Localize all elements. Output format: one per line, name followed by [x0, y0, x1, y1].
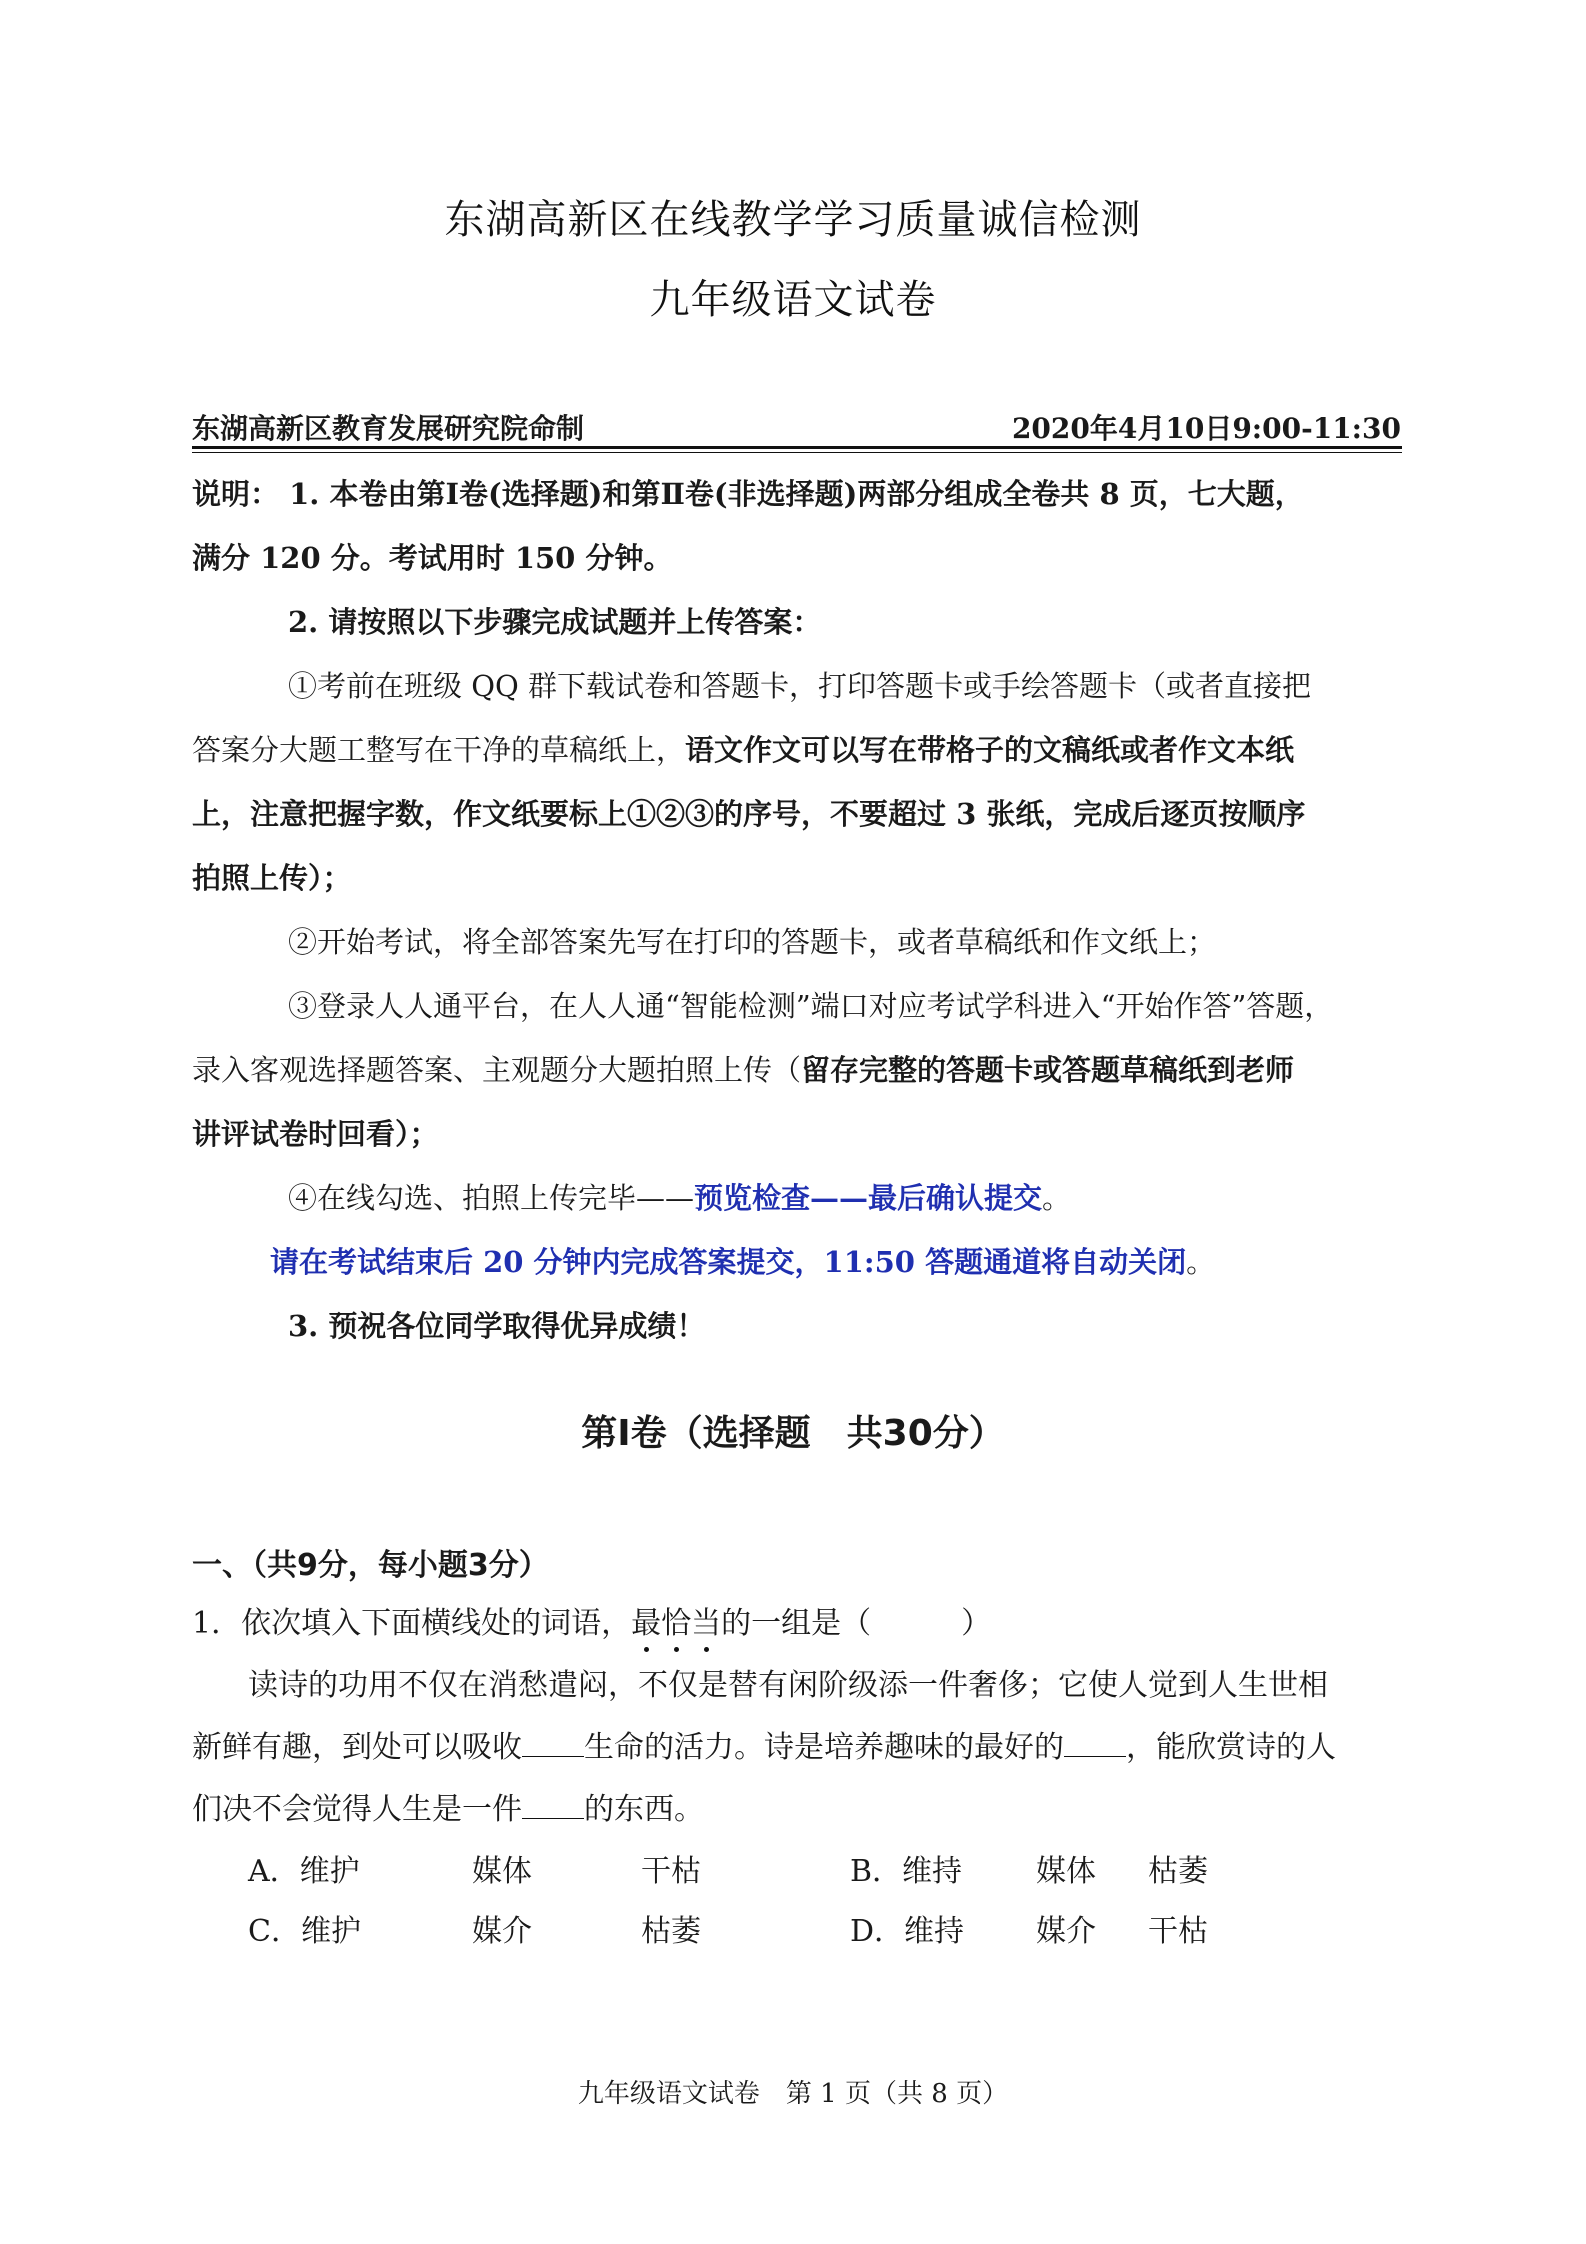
passage-text: ，能欣赏诗的人	[1126, 1730, 1336, 1765]
header-rule-thin	[192, 452, 1402, 453]
emphasis-char: 恰	[661, 1598, 691, 1642]
fill-blank	[522, 1788, 584, 1819]
option-a-label: A．维护	[248, 1854, 360, 1889]
instruction-line	[288, 1176, 1071, 1217]
option-c-word2: 媒介	[472, 1914, 532, 1949]
option-b-word2: 媒体	[1036, 1854, 1096, 1889]
passage-line	[192, 1784, 704, 1828]
instruction-emphasis: 留存完整的答题卡或答题草稿纸到老师	[801, 1053, 1295, 1087]
instruction-line: ①考前在班级 QQ 群下载试卷和答题卡，打印答题卡或手绘答题卡（或者直接把	[288, 669, 1311, 703]
instruction-text: 。	[1042, 1181, 1072, 1215]
passage-text: 新鲜有趣，到处可以吸收	[192, 1730, 522, 1765]
instruction-text: 答案分大题工整写在干净的草稿纸上，	[192, 733, 686, 767]
question-text: 1．依次填入下面横线处的词语，	[192, 1606, 632, 1641]
option-a-word3: 干枯	[641, 1854, 701, 1889]
instruction-text: ④在线勾选、拍照上传完毕——	[288, 1181, 695, 1215]
instruction-line: 说明： 1. 本卷由第Ⅰ卷(选择题)和第Ⅱ卷(非选择题)两部分组成全卷共 8 页，七大题，	[192, 477, 1304, 511]
option-d-word2: 媒介	[1036, 1914, 1096, 1949]
exam-subtitle: 九年级语文试卷	[649, 277, 937, 323]
instruction-text: 。	[1186, 1245, 1216, 1279]
passage-text: 生命的活力。诗是培养趣味的最好的	[584, 1730, 1064, 1765]
emphasis-char: 当	[691, 1598, 721, 1642]
option-a-word2: 媒体	[472, 1854, 532, 1889]
fill-blank	[522, 1726, 584, 1757]
exam-date: 2020年4月10日9:00-11:30	[1011, 412, 1401, 445]
exam-title: 东湖高新区在线教学学习质量诚信检测	[444, 197, 1142, 243]
question-text: 的一组是（ ）	[721, 1606, 992, 1641]
passage-text: 的东西。	[584, 1792, 704, 1827]
instruction-line	[192, 728, 1294, 769]
instruction-line: 拍照上传）；	[192, 861, 352, 895]
question-1	[192, 1598, 991, 1642]
passage-line: 读诗的功用不仅在消愁遣闷，不仅是替有闲阶级添一件奢侈；它使人觉到人生世相	[248, 1668, 1328, 1703]
option-c-word3: 枯萎	[641, 1914, 701, 1949]
instruction-line: 上，注意把握字数，作文纸要标上①②③的序号，不要超过 3 张纸，完成后逐页按顺序	[192, 797, 1306, 831]
publisher: 东湖高新区教育发展研究院命制	[192, 412, 585, 445]
option-b-word3: 枯萎	[1148, 1854, 1208, 1889]
section-title: 第Ⅰ卷（选择题 共30分）	[581, 1413, 1005, 1454]
instruction-line: 3. 预祝各位同学取得优异成绩！	[288, 1309, 706, 1343]
passage-line	[192, 1722, 1336, 1766]
page-footer: 九年级语文试卷 第 1 页（共 8 页）	[577, 2079, 1009, 2109]
instruction-line	[192, 1048, 1294, 1089]
instruction-highlight: 预览检查——最后确认提交	[694, 1181, 1043, 1215]
instruction-line: 讲评试卷时回看）；	[192, 1117, 439, 1151]
header-rule	[192, 446, 1402, 449]
instruction-emphasis: 语文作文可以写在带格子的文稿纸或者作文本纸	[685, 733, 1295, 767]
part-heading: 一、（共9分，每小题3分）	[192, 1548, 549, 1583]
passage-text: 们决不会觉得人生是一件	[192, 1792, 522, 1827]
option-d-word3: 干枯	[1148, 1914, 1208, 1949]
instruction-highlight: 请在考试结束后 20 分钟内完成答案提交，11:50 答题通道将自动关闭	[270, 1245, 1187, 1279]
emphasis-char: 最	[631, 1598, 661, 1642]
instruction-line: ③登录人人通平台，在人人通“智能检测”端口对应考试学科进入“开始作答”答题，	[288, 989, 1334, 1023]
instruction-line	[270, 1240, 1215, 1281]
option-d-label: D．维持	[850, 1914, 965, 1949]
instruction-text: 录入客观选择题答案、主观题分大题拍照上传（	[192, 1053, 802, 1087]
instruction-line: 满分 120 分。考试用时 150 分钟。	[192, 541, 673, 575]
option-b-label: B．维持	[850, 1854, 963, 1889]
instruction-line: 2. 请按照以下步骤完成试题并上传答案：	[288, 605, 822, 639]
instruction-line: ②开始考试，将全部答案先写在打印的答题卡，或者草稿纸和作文纸上；	[288, 925, 1217, 959]
option-c-label: C．维护	[248, 1914, 361, 1949]
fill-blank	[1064, 1726, 1126, 1757]
